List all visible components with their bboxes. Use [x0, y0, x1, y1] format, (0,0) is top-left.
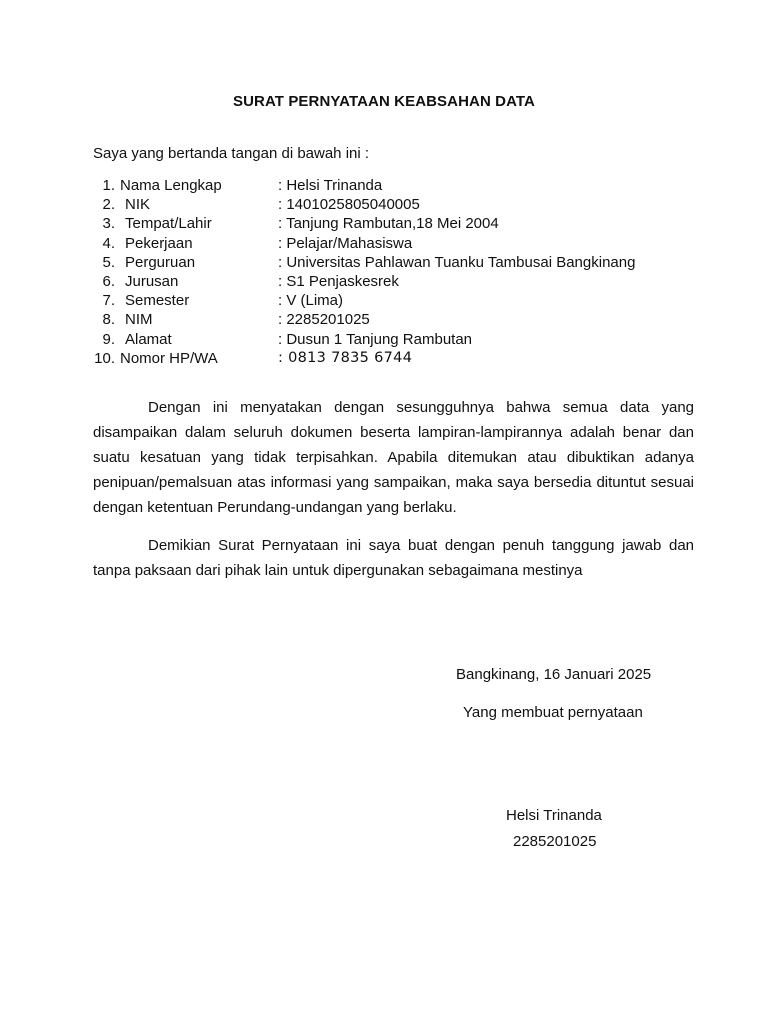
- maker-label: Yang membuat pernyataan: [463, 704, 643, 721]
- field-row-nama: [93, 176, 693, 195]
- field-value: : Tanjung Rambutan,18 Mei 2004: [278, 215, 499, 233]
- place-date: Bangkinang, 16 Januari 2025: [456, 666, 652, 683]
- field-number: 1.: [102, 177, 115, 194]
- field-number: 10.: [94, 349, 115, 367]
- field-label: Perguruan: [125, 253, 196, 271]
- statement-paragraph: Dengan ini menyatakan dengan sesungguhnya bahwa semua data yang disampaikan dalam seluruh dokumen beserta lampiran-lampirannya adalah benar dan suatu kesatuan yang tidak terpisahkan. Apabila ditemukan atau dibuktikan adanya penipuan/pemalsuan atas informasi yang sampaikan, maka saya bersedia dituntut sesuai dengan ketentuan Perundang-undangan yang berlaku.: [93, 399, 694, 516]
- field-value: : 1401025805040005: [278, 196, 420, 214]
- field-value: : 2285201025: [278, 311, 370, 329]
- field-row-nim: [93, 310, 693, 329]
- field-row-perguruan: [93, 253, 693, 272]
- identity-fields: [93, 176, 693, 368]
- field-number: 8.: [102, 311, 115, 329]
- field-row-semester: [93, 291, 693, 310]
- field-label: Nama Lengkap: [120, 177, 222, 194]
- field-row-pekerjaan: [93, 234, 693, 253]
- field-number: 4.: [102, 234, 115, 252]
- field-label: Semester: [125, 292, 190, 310]
- field-number: 6.: [102, 272, 115, 290]
- closing-paragraph: Demikian Surat Pernyataan ini saya buat dengan penuh tanggung jawab dan tanpa paksaan dari pihak lain untuk dipergunakan sebagaimana mestinya: [93, 537, 694, 579]
- field-label: NIM: [125, 311, 153, 329]
- field-value: : S1 Penjaskesrek: [278, 272, 399, 290]
- signer-nim: 2285201025: [513, 833, 597, 850]
- field-row-jurusan: [93, 272, 693, 291]
- field-row-nik: [93, 195, 693, 214]
- field-value: : Universitas Pahlawan Tuanku Tambusai Bangkinang: [278, 253, 636, 271]
- field-label: Nomor HP/WA: [120, 349, 218, 367]
- document-title: SURAT PERNYATAAN KEABSAHAN DATA: [233, 93, 535, 110]
- field-number: 7.: [102, 292, 115, 310]
- field-number: 3.: [102, 215, 115, 233]
- field-value: : Helsi Trinanda: [278, 177, 383, 194]
- field-number: 5.: [102, 253, 115, 271]
- field-label: Alamat: [125, 330, 172, 348]
- intro-text: Saya yang bertanda tangan di bawah ini :: [93, 145, 370, 162]
- signer-name: Helsi Trinanda: [506, 807, 602, 824]
- field-label: Jurusan: [125, 272, 179, 290]
- field-row-tempat-lahir: [93, 214, 693, 233]
- field-value: : 0813 7835 6744: [278, 349, 413, 366]
- field-number: 2.: [102, 196, 115, 214]
- field-value: : Pelajar/Mahasiswa: [278, 234, 413, 252]
- field-label: NIK: [125, 196, 151, 214]
- field-row-alamat: [93, 330, 693, 349]
- field-row-nomor-hp: [93, 349, 693, 368]
- field-label: Tempat/Lahir: [125, 215, 212, 233]
- field-value: : Dusun 1 Tanjung Rambutan: [278, 330, 473, 348]
- field-label: Pekerjaan: [125, 234, 193, 252]
- field-value: : V (Lima): [278, 292, 344, 310]
- field-number: 9.: [102, 330, 115, 348]
